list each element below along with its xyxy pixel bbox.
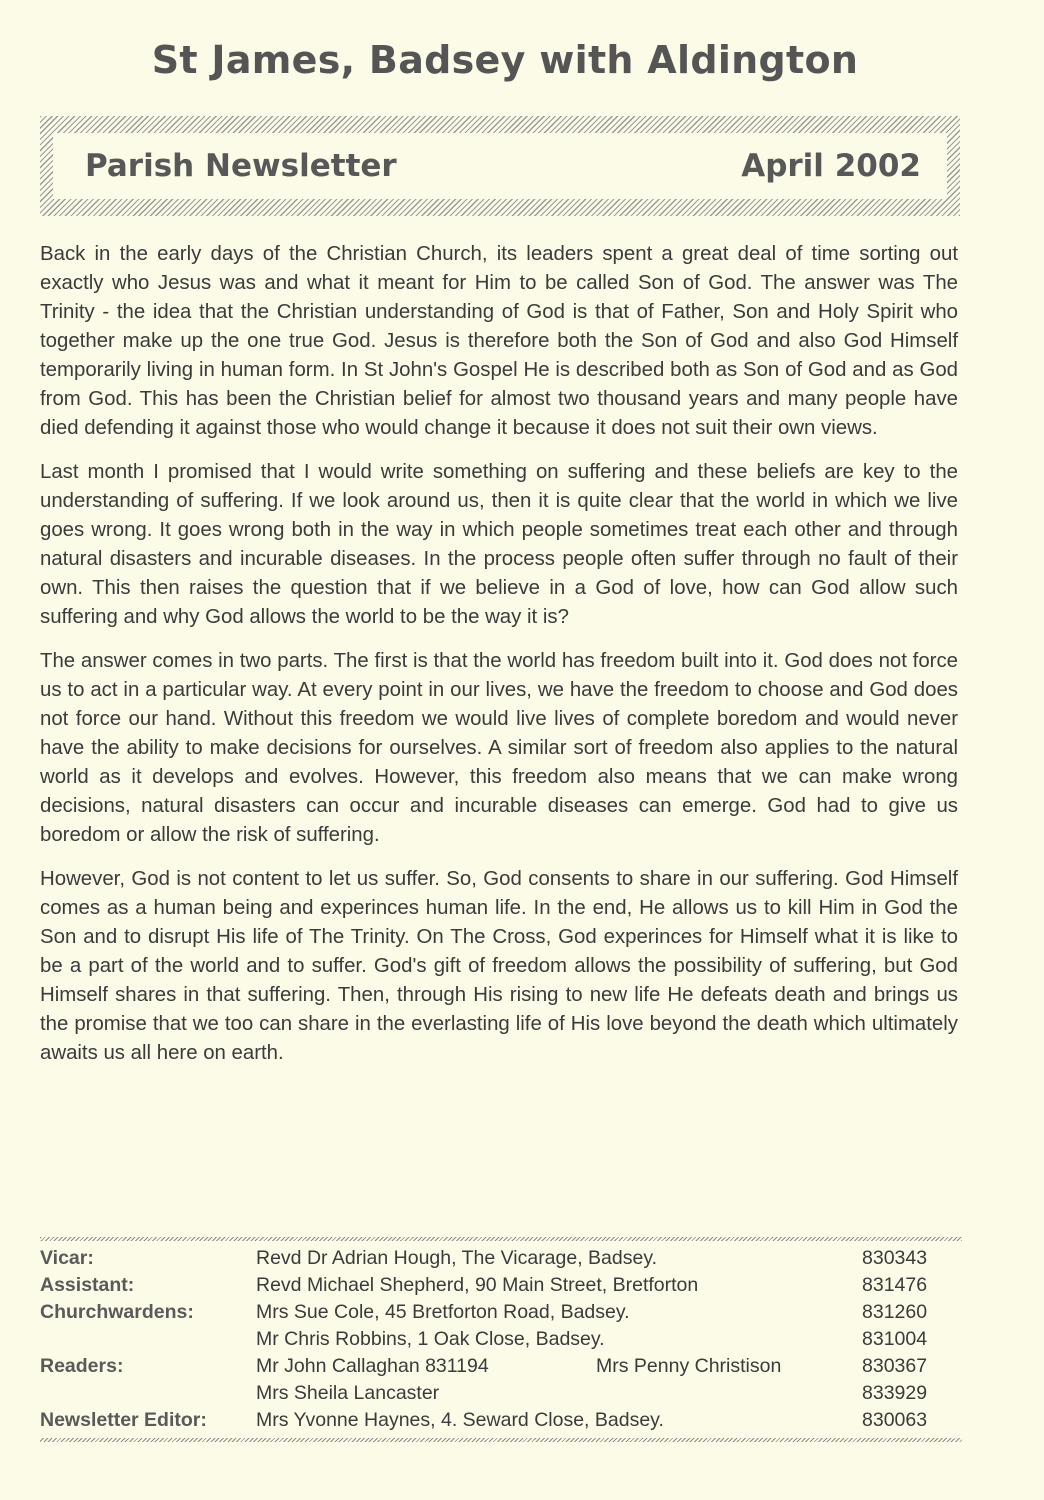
paragraph-1: Back in the early days of the Christian Church, its leaders spent a great deal of time sorting out exactly who Jesus was and what it meant for Him to be called Son of God. The answer was The Trinity - the idea that the Christian understanding of God is that of Father, Son and Holy Spirit who together make up the one true God. Jesus is therefore both the Son of God and also God Himself temporarily living in human form. In St John's Gospel He is described both as Son of God and as God from God. This has been the Christian belief for almost two thousand years and many people have died defending it against those who would change it because it does not suit their own views.: [40, 243, 958, 439]
contact-row-editor: [40, 1407, 962, 1434]
contact-row-churchwarden-1: [40, 1299, 962, 1326]
contact-detail: Mrs Sheila Lancaster: [256, 1382, 440, 1404]
issue-date: April 2002: [741, 148, 921, 184]
contact-phone: 831476: [862, 1274, 928, 1296]
contact-role-empty: [40, 1326, 256, 1353]
contact-phone: 833929: [862, 1382, 928, 1404]
paragraph-4: However, God is not content to let us suffer. So, God consents to share in our suffering. God Himself comes as a human being and experinces human life. In the end, He allows us to kill Him in God the Son and to disrupt His life of The Trinity. On The Cross, God experinces for Himself what it is like to be a part of the world and to suffer. God's gift of freedom allows the possibility of suffering, but God Himself shares in that suffering. Then, through His rising to new life He defeats death and brings us the promise that we too can share in the everlasting life of His love beyond the death which ultimately awaits us all here on earth.: [40, 868, 958, 1064]
contact-role: Vicar:: [40, 1247, 94, 1269]
contact-phone: 831004: [862, 1328, 928, 1350]
contact-row-assistant: [40, 1272, 962, 1299]
contact-role: Assistant:: [40, 1274, 135, 1296]
contact-phone: 830063: [862, 1409, 928, 1431]
contact-table: [40, 1237, 962, 1442]
article-body: [40, 240, 958, 1083]
contact-detail: Revd Dr Adrian Hough, The Vicarage, Badsey.: [256, 1247, 658, 1269]
contact-role: Churchwardens:: [40, 1301, 194, 1323]
contact-phone: 831260: [862, 1301, 928, 1323]
contact-role: Newsletter Editor:: [40, 1409, 207, 1431]
contact-detail: Mr Chris Robbins, 1 Oak Close, Badsey.: [256, 1328, 605, 1350]
paragraph-3: The answer comes in two parts. The first is that the world has freedom built into it. God does not force us to act in a particular way. At every point in our lives, we have the freedom to choose and God does not force our hand. Without this freedom we would live lives of complete boredom and would never have the ability to make decisions for ourselves. A similar sort of freedom also applies to the natural world as it develops and evolves. However, this freedom also means that we can make wrong decisions, natural disasters can occur and incurable diseases can emerge. God had to give us boredom or allow the risk of suffering.: [40, 650, 958, 846]
page-title: St James, Badsey with Aldington: [151, 38, 859, 82]
contact-detail: [256, 1353, 862, 1380]
contact-phone: 830367: [862, 1355, 928, 1377]
reader-name-1: Mr John Callaghan 831194: [256, 1355, 489, 1377]
contact-row-vicar: [40, 1245, 962, 1272]
contact-phone: 830343: [862, 1247, 928, 1269]
paragraph-2: Last month I promised that I would write something on suffering and these beliefs are key to the understanding of suffering. If we look around us, then it is quite clear that the world in which we live goes wrong. It goes wrong both in the way in which people sometimes treat each other and through natural disasters and incurable diseases. In the process people often suffer through no fault of their own. This then raises the question that if we believe in a God of love, how can God allow such suffering and why God allows the world to be the way it is?: [40, 461, 958, 628]
contact-row-churchwarden-2: [40, 1326, 962, 1353]
contact-role-empty: [40, 1380, 256, 1407]
contact-detail: Revd Michael Shepherd, 90 Main Street, Bretforton: [256, 1274, 699, 1296]
contact-role: Readers:: [40, 1355, 124, 1377]
reader-name-2: Mrs Penny Christison: [596, 1355, 782, 1377]
banner-inner: [53, 133, 947, 199]
newsletter-label: Parish Newsletter: [85, 148, 397, 184]
newsletter-banner: [40, 116, 960, 216]
contact-row-reader-1: [40, 1353, 962, 1380]
contact-row-reader-2: [40, 1380, 962, 1407]
contact-detail: Mrs Sue Cole, 45 Bretforton Road, Badsey.: [256, 1301, 630, 1323]
contact-detail: Mrs Yvonne Haynes, 4. Seward Close, Badsey.: [256, 1409, 664, 1431]
